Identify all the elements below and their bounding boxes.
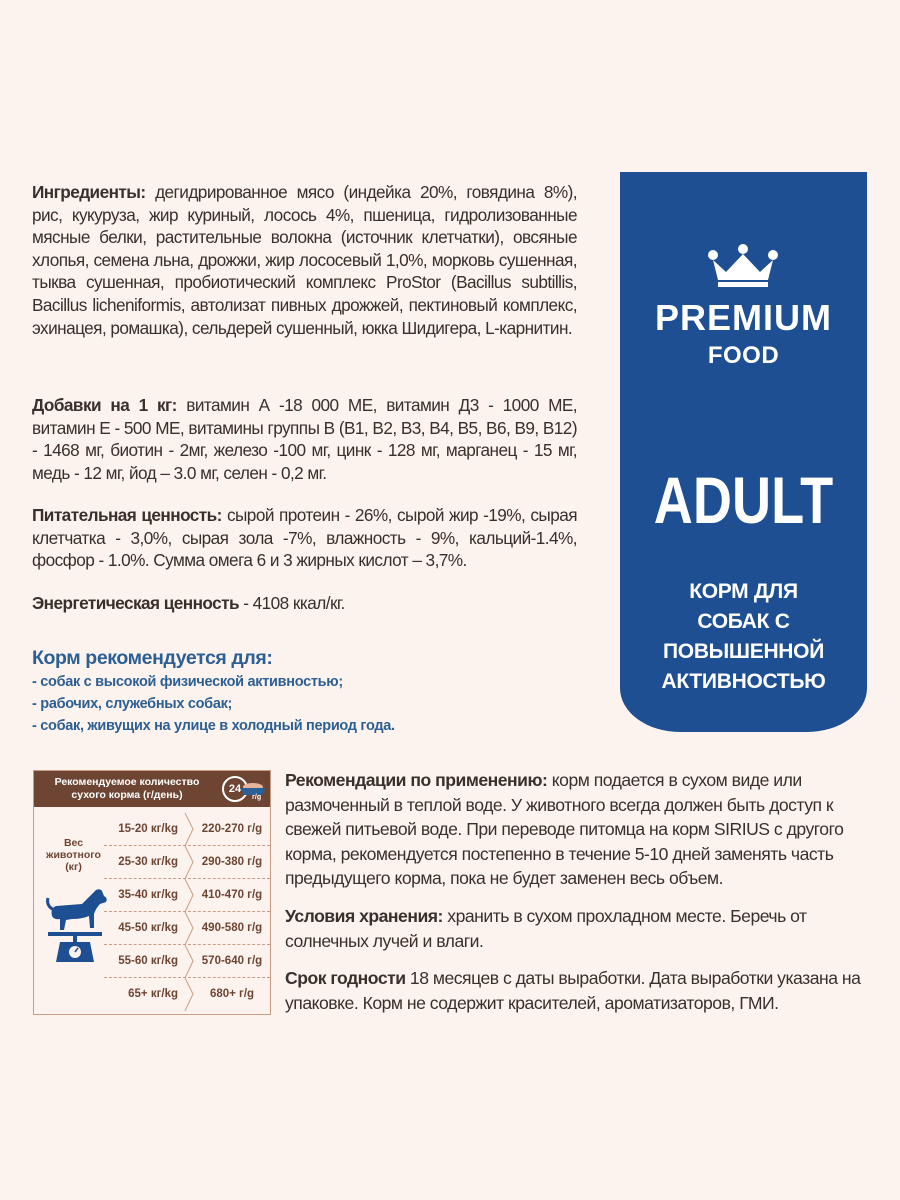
table-row <box>104 846 270 879</box>
additives-label: Добавки на 1 кг: <box>32 395 177 415</box>
nutrition-paragraph <box>32 504 577 572</box>
banner-subtitle <box>620 577 867 697</box>
shelf-life-paragraph <box>285 966 875 1015</box>
recommended-item: - собак, живущих на улице в холодный период года. <box>32 718 395 734</box>
weight-cell: 15-20 кг/kg <box>118 823 178 835</box>
ingredients-paragraph <box>32 181 577 339</box>
weight-cell: 25-30 кг/kg <box>118 856 178 868</box>
grams-cell: 410-470 г/g <box>201 889 263 901</box>
table-row <box>104 813 270 846</box>
storage-label: Условия хранения: <box>285 906 443 926</box>
table-row <box>104 879 270 912</box>
usage-label: Рекомендации по применению: <box>285 770 548 790</box>
table-row <box>104 912 270 945</box>
ingredients-text: дегидрированное мясо (индейка 20%, говядина 8%), рис, кукуруза, жир куриный, лосось 4%, пшеница, гидролизованные мясные белки, растительные волокна (источник клетчатки), овсяные хлопья, семена льна, дрожжи, жир лососевый 1,0%, морковь сушенная, тыква сушенная, пробиотический комплекс ProStor (Bacillus subtillis, Bacillus licheniformis, автолизат пивных дрожжей, пектиновый комплекс, эхинацея, ромашка), сельдерей сушенный, юкка Шидигера, L-карнитин. <box>32 182 577 338</box>
storage-text: хранить в сухом прохладном месте. Беречь от солнечных лучей и влаги. <box>285 906 807 951</box>
table-row <box>104 978 270 1011</box>
subtitle-line: СОБАК С ПОВЫШЕННОЙ <box>662 610 825 663</box>
energy-label: Энергетическая ценность <box>32 593 240 613</box>
hours-badge: 24 <box>222 776 248 802</box>
recommended-for <box>32 645 592 737</box>
shelf-life-text: 18 месяцев с даты выработки. Дата выработки указана на упаковке. Корм не содержит красителей, ароматизаторов, ГМИ. <box>285 968 861 1013</box>
chevron-right-icon <box>184 813 194 846</box>
weight-cell: 45-50 кг/kg <box>118 922 178 934</box>
energy-paragraph <box>32 592 577 615</box>
grams-cell: 220-270 г/g <box>201 823 263 835</box>
chevron-right-icon <box>184 879 194 912</box>
storage-paragraph <box>285 904 875 953</box>
feeding-table-header <box>34 771 270 807</box>
dog-on-scale-icon <box>42 886 112 966</box>
adult-label: ADULT <box>653 463 834 537</box>
grams-cell: 680+ г/g <box>209 988 255 1000</box>
chevron-right-icon <box>184 912 194 945</box>
grams-cell: 570-640 г/g <box>201 955 263 967</box>
weight-label: Вес животного (кг) <box>46 837 101 873</box>
feeding-table <box>33 770 271 1015</box>
chevron-right-icon <box>184 846 194 879</box>
additives-text: витамин А -18 000 МЕ, витамин Д3 - 1000 МЕ, витамин Е - 500 МЕ, витамины группы В (В1, В2, В3, В4, В5, В6, В9, В12) - 1468 мг, биотин - 2мг, железо -100 мг, цинк - 128 мг, марганец - 15 мг, медь - 12 мг, йод – 3.0 мг, селен - 0,2 мг. <box>32 395 577 483</box>
weight-cell: 55-60 кг/kg <box>118 955 178 967</box>
recommended-item: - рабочих, служебных собак; <box>32 696 233 712</box>
food-label: FOOD <box>707 342 780 369</box>
premium-banner <box>620 172 867 732</box>
recommended-title: Корм рекомендуется для: <box>32 647 273 669</box>
subtitle-line: АКТИВНОСТЬЮ <box>661 670 826 693</box>
premium-label: PREMIUM <box>655 297 832 338</box>
nutrition-text: сырой протеин - 26%, сырой жир -19%, сырая клетчатка - 3,0%, сырая зола -7%, влажность - 9%, кальций-1.4%, фосфор - 1.0%. Сумма омега 6 и 3 жирных кислот – 3,7%. <box>32 505 577 571</box>
nutrition-label: Питательная ценность: <box>32 505 222 525</box>
chevron-right-icon <box>184 978 194 1011</box>
energy-text: - 4108 ккал/кг. <box>239 593 345 613</box>
additives-paragraph <box>32 394 577 484</box>
ingredients-label: Ингредиенты: <box>32 182 146 202</box>
crown-icon <box>706 244 780 288</box>
shelf-life-label: Срок годности <box>285 968 406 988</box>
grams-cell: 490-580 г/g <box>201 922 263 934</box>
grams-cell: 290-380 г/g <box>201 856 263 868</box>
usage-text: корм подается в сухом виде или размоченный в теплой воде. У животного всегда должен быть доступ к свежей питьевой воде. При переводе питомца на корм SIRIUS с другого корма, рекомендуется постепенно в течение 5-10 дней заменять часть предыдущего корма, пока не будет заменен весь объем. <box>285 770 844 888</box>
table-row <box>104 945 270 978</box>
weight-cell: 65+ кг/kg <box>128 988 178 1000</box>
subtitle-line: КОРМ ДЛЯ <box>689 580 798 603</box>
weight-cell: 35-40 кг/kg <box>118 889 178 901</box>
usage-paragraph <box>285 768 875 891</box>
recommended-item: - собак с высокой физической активностью; <box>32 674 343 690</box>
unit-label: г/g <box>252 794 262 801</box>
chevron-right-icon <box>184 945 194 978</box>
feeding-table-title: Рекомендуемое количество сухого корма (г/день) <box>54 776 200 801</box>
